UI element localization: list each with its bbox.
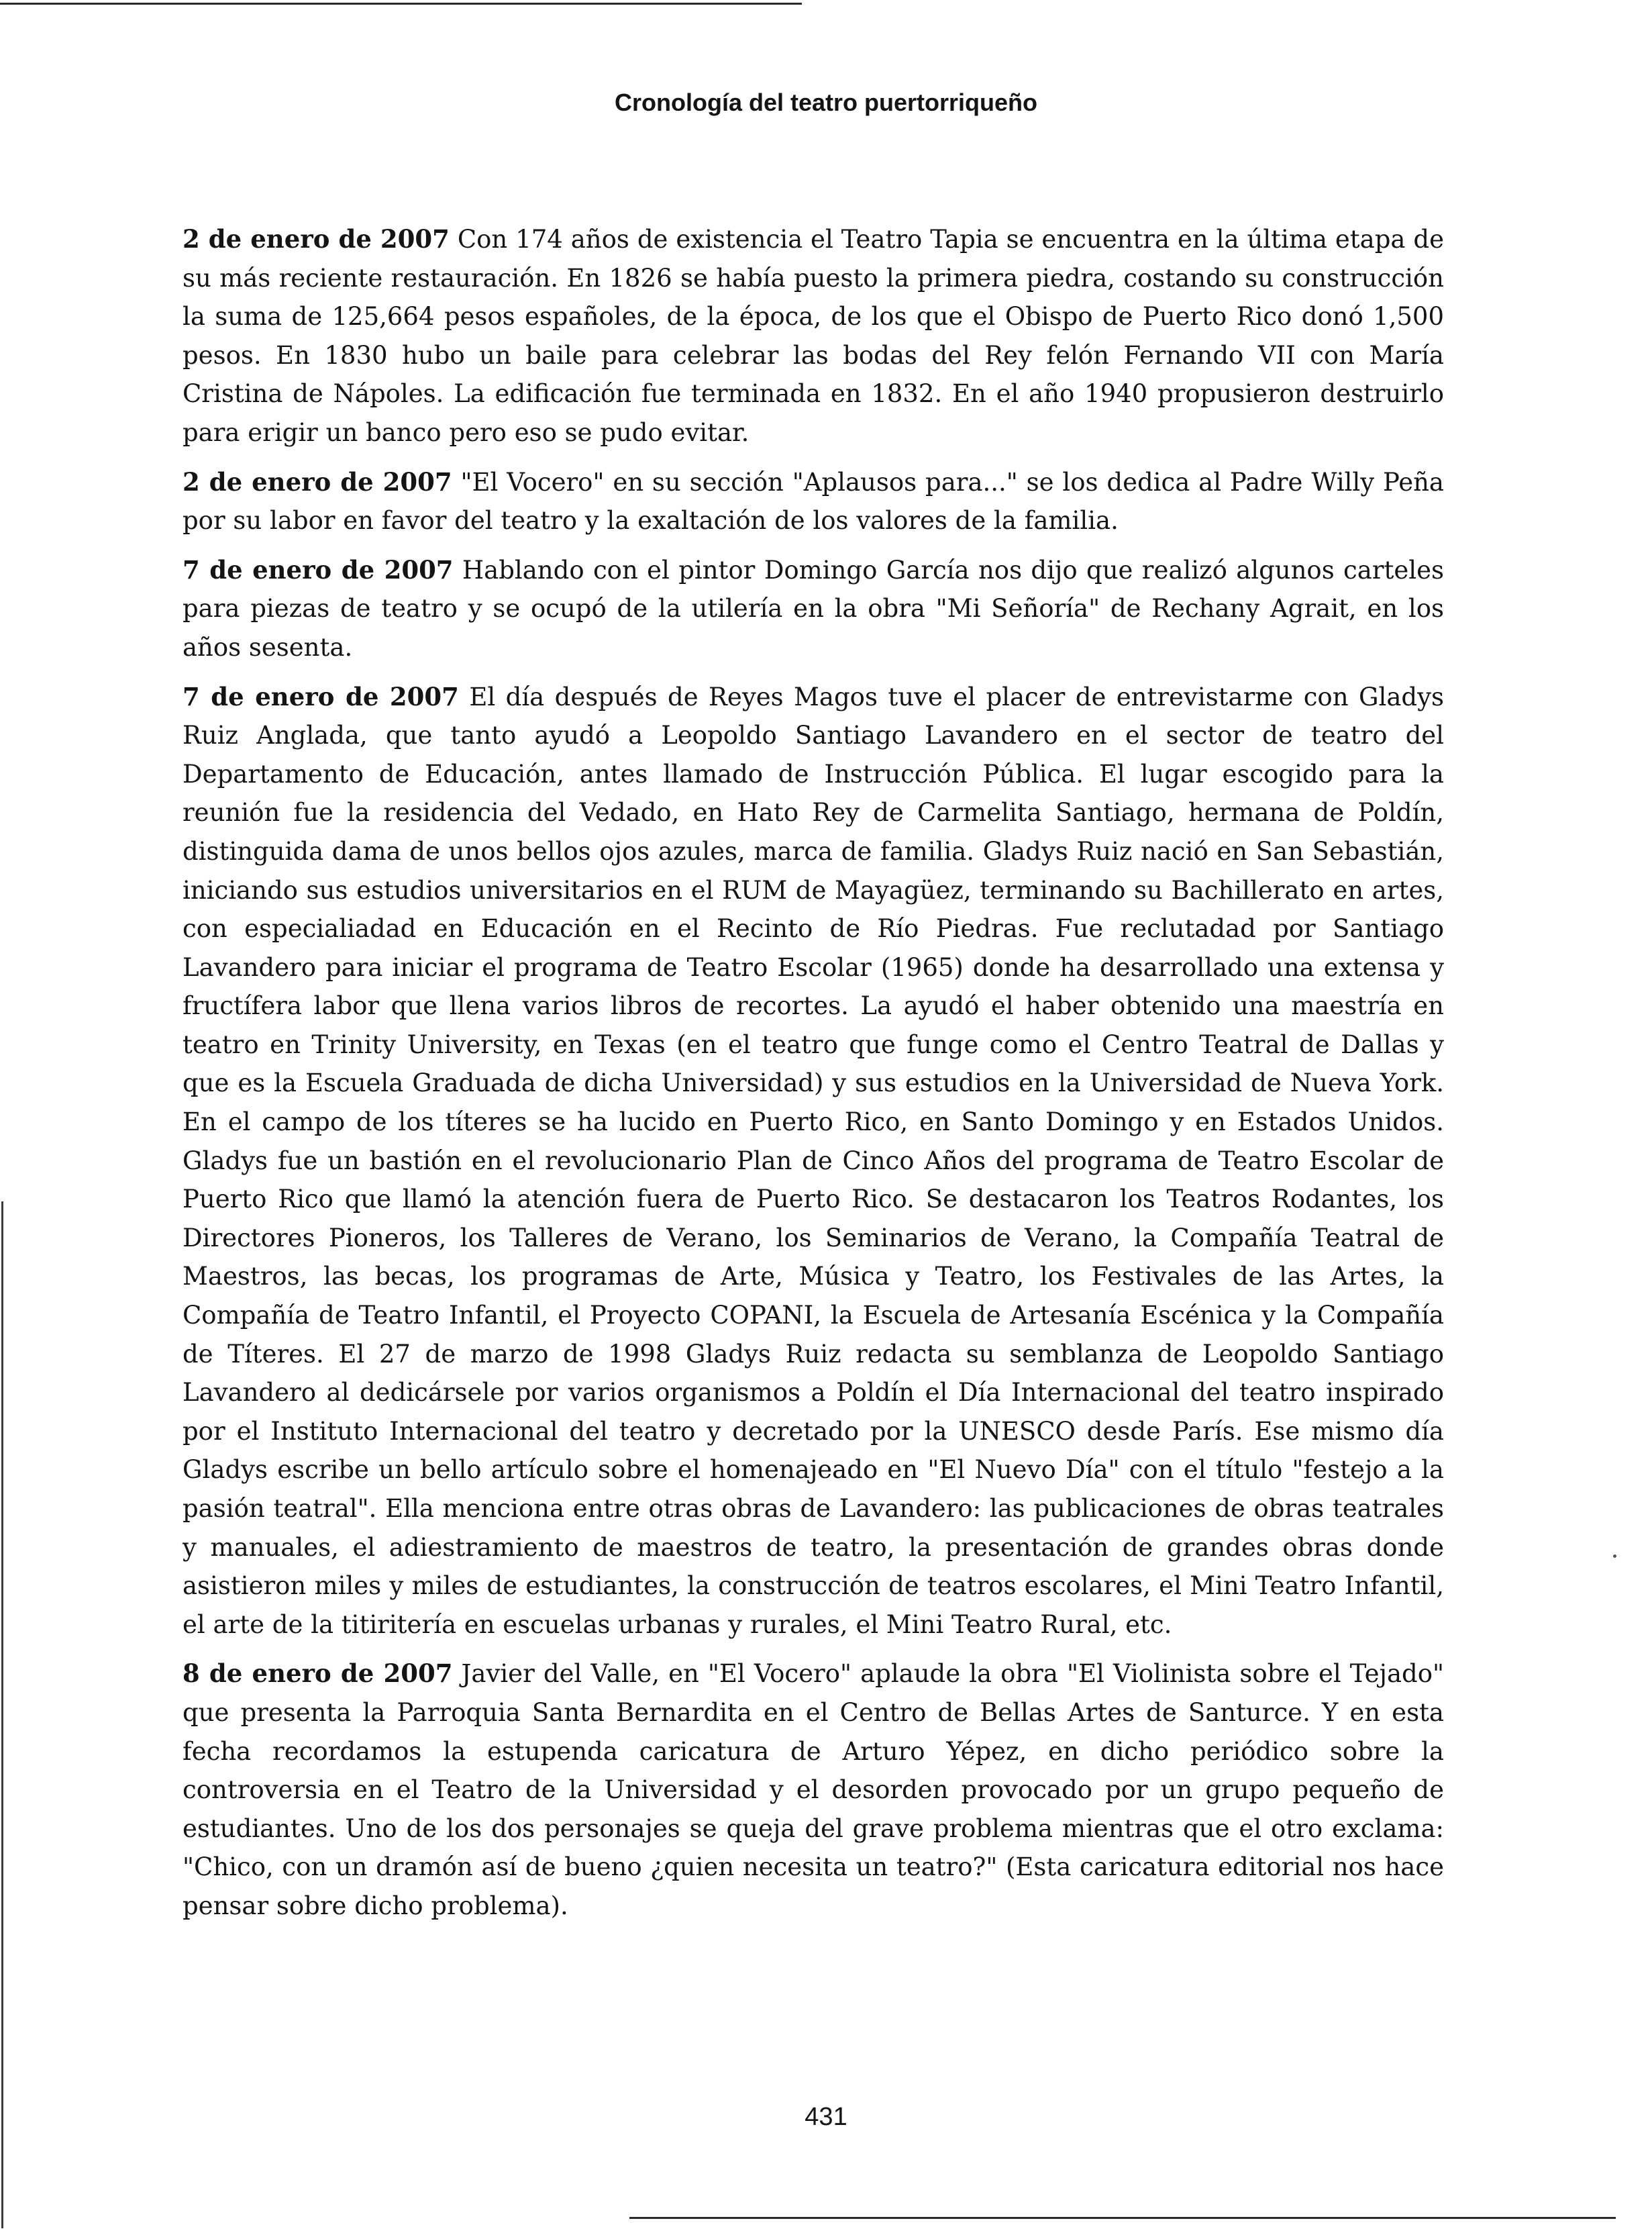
- entry-date: 2 de enero de 2007: [183, 224, 450, 254]
- scan-speck: [1613, 1554, 1616, 1558]
- top-rule: [0, 3, 802, 5]
- page-number: 431: [805, 2103, 847, 2131]
- entry-text: El día después de Reyes Magos tuve el placer de entrevistarme con Gladys Ruiz Anglada, que tanto ayudó a Leopoldo Santiago Lavandero en el sector de teatro del Departamento de Educación, antes llamado de Instrucción Pública. El lugar escogido para la reunión fue la residencia del Vedado, en Hato Rey de Carmelita Santiago, hermana de Poldín, distinguida dama de unos bellos ojos azules, marca de familia. Gladys Ruiz nació en San Sebastián, iniciando sus estudios universitarios en el RUM de Mayagüez, terminando su Bachillerato en artes, con especialiadad en Educación en el Recinto de Río Piedras. Fue reclutadad por Santiago Lavandero para iniciar el programa de Teatro Escolar (1965) donde ha desarrollado una extensa y fructífera labor que llena varios libros de recortes. La ayudó el haber obtenido una maestría en teatro en Trinity University, en Texas (en el teatro que funge como el Centro Teatral de Dallas y que es la Escuela Graduada de dicha Universidad) y sus estudios en la Universidad de Nueva York. En el campo de los títeres se ha lucido en Puerto Rico, en Santo Domingo y en Estados Unidos. Gladys fue un bastión en el revolucionario Plan de Cinco Años del programa de Teatro Escolar de Puerto Rico que llamó la atención fuera de Puerto Rico. Se destacaron los Teatros Rodantes, los Directores Pioneros, los Talleres de Verano, los Seminarios de Verano, la Compañía Teatral de Maestros, las becas, los programas de Arte, Música y Teatro, los Festivales de las Artes, la Compañía de Teatro Infantil, el Proyecto COPANI, la Escuela de Artesanía Escénica y la Compañía de Títeres. El 27 de marzo de 1998 Gladys Ruiz redacta su semblanza de Leopoldo Santiago Lavandero al dedicársele por varios organismos a Poldín el Día Internacional del teatro inspirado por el Instituto Internacional del teatro y decretado por la UNESCO desde París. Ese mismo día Gladys escribe un bello artículo sobre el homenajeado en "El Nuevo Día" con el título "festejo a la pasión teatral". Ella menciona entre otras obras de Lavandero: las publicaciones de obras teatrales y manuales, el adiestramiento de maestros de teatro, la presentación de grandes obras donde asistieron miles y miles de estudiantes, la construcción de teatros escolares, el Mini Teatro Infantil, el arte de la titiritería en escuelas urbanas y rurales, el Mini Teatro Rural, etc.: [183, 682, 1444, 1639]
- chronology-entry: [183, 551, 1444, 667]
- entry-date: 7 de enero de 2007: [183, 554, 454, 585]
- chronology-entry: [183, 220, 1444, 452]
- entry-text: "El Vocero" en su sección "Aplausos para..." se los dedica al Padre Willy Peña por su labor en favor del teatro y la exaltación de los valores de la familia.: [183, 467, 1444, 536]
- entry-date: 8 de enero de 2007: [183, 1658, 453, 1689]
- chronology-entry: [183, 678, 1444, 1644]
- chronology-entry: [183, 463, 1444, 540]
- entry-date: 2 de enero de 2007: [183, 466, 452, 497]
- entry-text: Con 174 años de existencia el Teatro Tapia se encuentra en la última etapa de su más reciente restauración. En 1826 se había puesto la primera piedra, costando su construcción la suma de 125,664 pesos españoles, de la época, de los que el Obispo de Puerto Rico donó 1,500 pesos. En 1830 hubo un baile para celebrar las bodas del Rey felón Fernando VII con María Cristina de Nápoles. La edificación fue terminada en 1832. En el año 1940 propusieron destruirlo para erigir un banco pero eso se pudo evitar.: [183, 225, 1444, 447]
- chronology-body: [183, 220, 1444, 1936]
- entry-text: Javier del Valle, en "El Vocero" aplaude la obra "El Violinista sobre el Tejado" que presenta la Parroquia Santa Bernardita en el Centro de Bellas Artes de Santurce. Y en esta fecha recordamos la estupenda caricatura de Arturo Yépez, en dicho periódico sobre la controversia en el Teatro de la Universidad y el desorden provocado por un grupo pequeño de estudiantes. Uno de los dos personajes se queja del grave problema mientras que el otro exclama: "Chico, con un dramón así de bueno ¿quien necesita un teatro?" (Esta caricatura editorial nos hace pensar sobre dicho problema).: [183, 1659, 1444, 1920]
- bottom-rule: [629, 2217, 1616, 2219]
- entry-date: 7 de enero de 2007: [183, 681, 459, 711]
- running-head: Cronología del teatro puertorriqueño: [614, 89, 1038, 116]
- left-margin-rule: [1, 1201, 3, 2228]
- chronology-entry: [183, 1654, 1444, 1925]
- entry-text: Hablando con el pintor Domingo García nos dijo que realizó algunos carteles para piezas de teatro y se ocupó de la utilería en la obra "Mi Señoría" de Rechany Agrait, en los años sesenta.: [183, 555, 1444, 662]
